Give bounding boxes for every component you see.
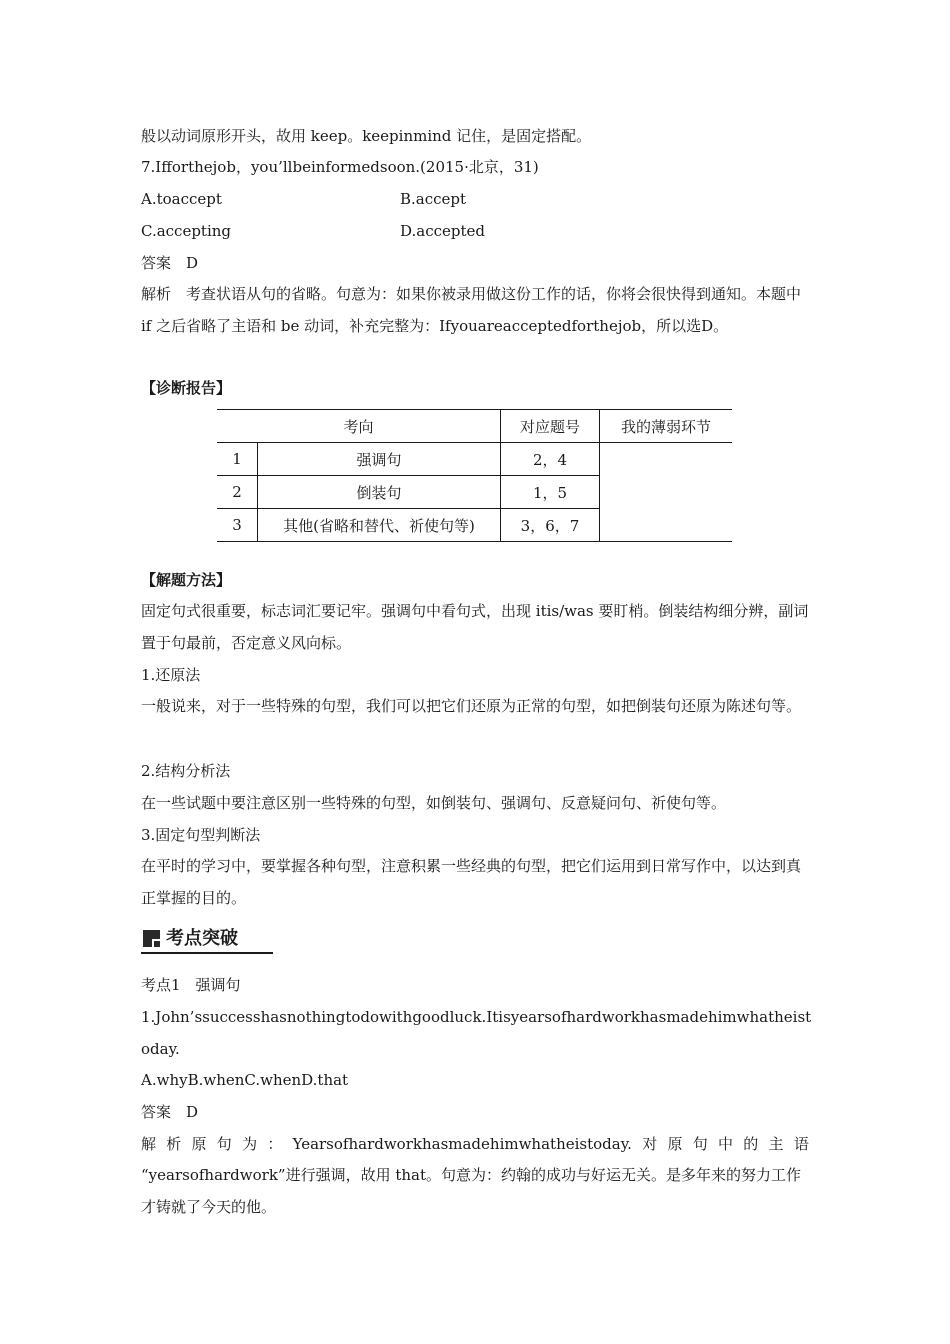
method-1-title: 1.还原法 bbox=[141, 666, 201, 684]
option-a: A.toaccept bbox=[141, 190, 222, 208]
row-questions: 2，4 bbox=[501, 443, 600, 476]
section-title: 考点突破 bbox=[166, 928, 238, 949]
methods-heading: 【解题方法】 bbox=[141, 571, 232, 589]
question-1-options: A.whyB.whenC.whenD.that bbox=[141, 1071, 349, 1089]
row-number: 3 bbox=[217, 509, 258, 542]
row-questions: 3，6，7 bbox=[501, 509, 600, 542]
option-d: D.accepted bbox=[400, 222, 485, 240]
methods-intro: 固定句式很重要，标志词汇要记牢。强调句中看句式，出现 itis/was 要盯梢。倒装结构细分辨，副词置于句最前，否定意义风向标。 bbox=[141, 602, 809, 652]
diagnosis-table bbox=[217, 409, 732, 542]
method-1-text: 一般说来，对于一些特殊的句型，我们可以把它们还原为正常的句型，如把倒装句还原为陈述句等。 bbox=[141, 697, 802, 715]
weakness-cell bbox=[600, 443, 733, 542]
question-1-analysis-rest: “yearsofhardwork”进行强调，故用 that。句意为：约翰的成功与好运无关。是多年来的努力工作才铸就了今天的他。 bbox=[141, 1166, 802, 1216]
row-number: 1 bbox=[217, 443, 258, 476]
row-topic: 其他(省略和替代、祈使句等) bbox=[258, 509, 501, 542]
header-questions: 对应题号 bbox=[501, 410, 600, 443]
table-row bbox=[217, 443, 732, 476]
row-number: 2 bbox=[217, 476, 258, 509]
method-2-title: 2.结构分析法 bbox=[141, 762, 231, 780]
method-3-title: 3.固定句型判断法 bbox=[141, 826, 261, 844]
option-c: C.accepting bbox=[141, 222, 232, 240]
question-1-analysis-first-line: 解 析 原 句 为 ： Yearsofhardworkhasmadehimwhatheistoday. 对 原 句 中 的 主 语 bbox=[141, 1135, 809, 1153]
method-3-text: 在平时的学习中，要掌握各种句型，注意积累一些经典的句型，把它们运用到日常写作中，以达到真正掌握的目的。 bbox=[141, 857, 802, 907]
answer-line: 答案 D bbox=[141, 254, 199, 272]
question-1-stem: 1.John’ssuccesshasnothingtodowithgoodluck.Itisyearsofhardworkhasmadehimwhatheistoday. bbox=[141, 1008, 812, 1058]
question-1-answer: 答案 D bbox=[141, 1103, 199, 1121]
analysis-text: 解析 考查状语从句的省略。句意为：如果你被录用做这份工作的话，你将会很快得到通知。本题中 if 之后省略了主语和 be 动词，补充完整为：Ifyouareacceptedforthejob，所以选D。 bbox=[141, 285, 802, 335]
table-header-row bbox=[217, 410, 732, 443]
row-topic: 倒装句 bbox=[258, 476, 501, 509]
header-topic: 考向 bbox=[217, 410, 501, 443]
diagnosis-heading: 【诊断报告】 bbox=[141, 379, 232, 397]
option-b: B.accept bbox=[400, 190, 467, 208]
intro-line: 般以动词原形开头，故用 keep。keepinmind 记住，是固定搭配。 bbox=[141, 127, 592, 145]
point-title: 考点1 强调句 bbox=[141, 976, 241, 994]
row-topic: 强调句 bbox=[258, 443, 501, 476]
section-marker-icon bbox=[143, 930, 160, 947]
header-weakness: 我的薄弱环节 bbox=[600, 410, 733, 443]
section-rule bbox=[141, 952, 273, 954]
method-2-text: 在一些试题中要注意区别一些特殊的句型，如倒装句、强调句、反意疑问句、祈使句等。 bbox=[141, 794, 727, 812]
row-questions: 1，5 bbox=[501, 476, 600, 509]
question-7-stem: 7.Ifforthejob，you’llbeinformedsoon.(2015·北京，31) bbox=[141, 158, 539, 176]
